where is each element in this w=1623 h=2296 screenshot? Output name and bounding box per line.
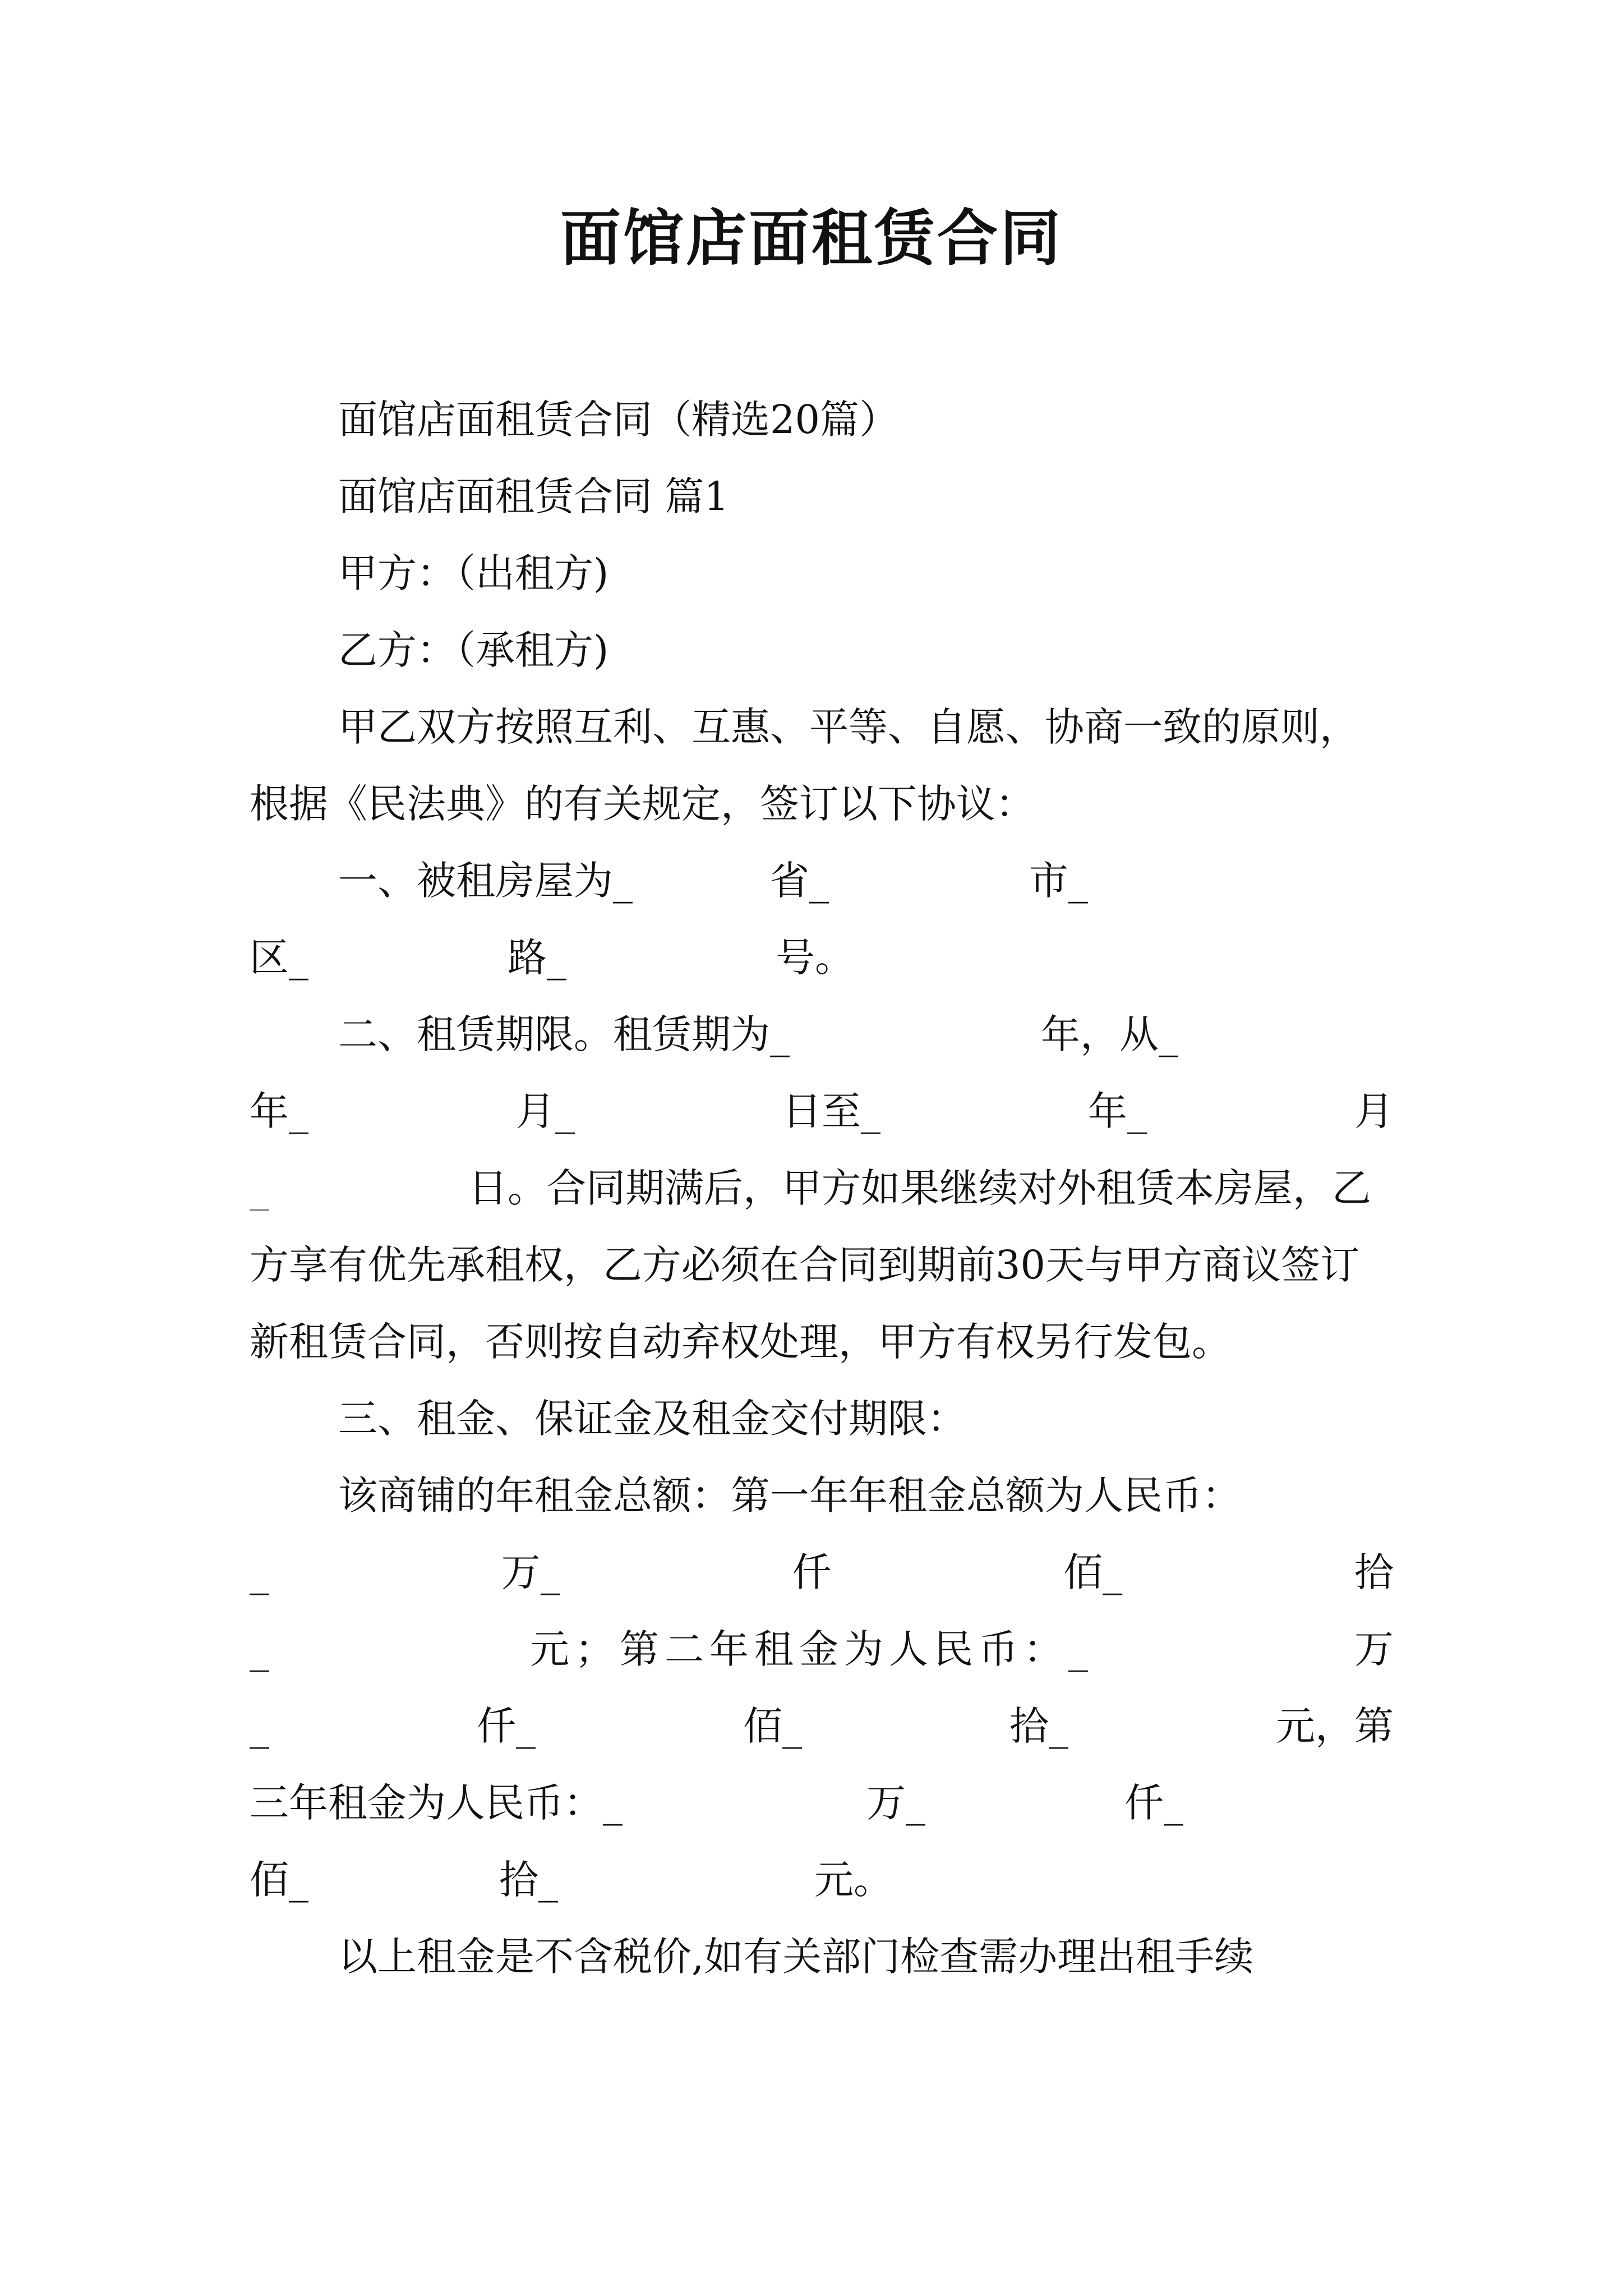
clause3-seg: 三年租金为人民币：_ [250,1780,623,1826]
clause3-line-b [250,1611,1394,1688]
clause2-line1 [250,996,1394,1073]
clause1-line1 [250,843,1394,919]
clause3-seg: 佰_ [1063,1549,1123,1595]
clause1-seg: 省_ [770,858,829,904]
intro-paragraph: 甲乙双方按照互利、互惠、平等、自愿、协商一致的原则，根据《民法典》的有关规定，签订以下协议： [250,704,1359,827]
blank-underscore: _ [250,1165,269,1211]
clause2-seg: 年_ [250,1088,308,1134]
clause3-seg: 万_ [866,1780,925,1826]
clause3-heading: 三、租金、保证金及租金交付期限： [338,1396,966,1442]
clause1-seg: 路_ [508,935,566,981]
clause3-seg: 元；第二年租金为人民币：_ [530,1626,1094,1672]
clause3-seg: 拾_ [1009,1703,1068,1749]
clause1-seg: 一、被租房屋为_ [338,858,633,904]
clause2-seg: 二、租赁期限。租赁期为_ [338,1011,790,1057]
document-title: 面馆店面租赁合同 [560,203,1063,274]
clause3-seg: 仟 [792,1549,832,1595]
clause3-seg: 万 [1354,1626,1394,1672]
clause3-rent-intro: 该商铺的年租金总额：第一年年租金总额为人民币： [338,1473,1241,1519]
clause1-seg: 市_ [1029,858,1088,904]
clause3-seg: 佰_ [743,1703,802,1749]
clause3-line-c [250,1688,1394,1765]
clause2-rest: 日。合同期满后，甲方如果继续对外租赁本房屋，乙方享有优先承租权，乙方必须在合同到期前30天与甲方商议签订新租赁合同，否则按自动弃权处理，甲方有权另行发包。 [250,1165,1371,1365]
clause3-seg: 拾 [1354,1549,1394,1595]
clause3-seg: 拾_ [499,1857,558,1903]
clause3-seg: 万_ [501,1549,560,1595]
clause3-seg: 元。 [814,1857,893,1903]
clause3-seg: 元，第 [1276,1703,1394,1749]
subtitle: 面馆店面租赁合同（精选20篇） [338,397,899,443]
clause3-seg: 佰_ [250,1857,308,1903]
chapter-heading: 面馆店面租赁合同 篇1 [338,473,729,519]
clause2-seg: 年_ [1088,1088,1147,1134]
clause2-continuation [250,1150,1394,1381]
clause2-seg: 日至_ [782,1088,880,1134]
clause3-line-d [250,1765,1394,1842]
clause3-line-e [250,1842,1394,1918]
clause1-seg: 号。 [776,935,854,981]
clause2-seg: 月 [1354,1088,1394,1134]
party-a-line: 甲方：（出租方) [338,550,609,596]
clause3-line-a [250,1534,1394,1611]
document-body [250,381,1394,1995]
clause3-seg: _ [250,1549,269,1595]
clause2-line2 [250,1073,1394,1150]
clause3-seg: 仟_ [477,1703,536,1749]
clause1-line2 [250,919,1394,996]
clause3-seg: 仟_ [1124,1780,1183,1826]
clause3-tax-note: 以上租金是不含税价,如有关部门检查需办理出租手续 [338,1934,1254,1980]
clause3-seg: _ [250,1703,269,1749]
clause3-seg: _ [250,1626,269,1672]
clause2-seg: 年，从_ [1041,1011,1178,1057]
clause1-seg: 区_ [250,935,308,981]
clause2-seg: 月_ [516,1088,575,1134]
party-b-line: 乙方：（承租方) [338,627,609,673]
